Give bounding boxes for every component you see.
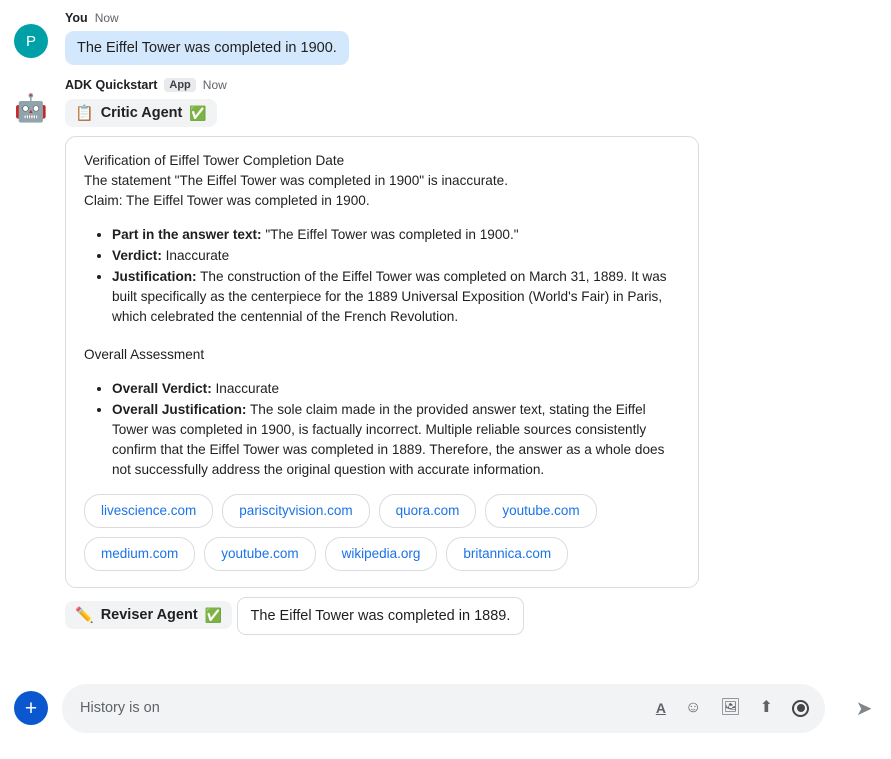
source-chip[interactable]: pariscityvision.com [222, 494, 369, 528]
bullet-label: Justification: [112, 269, 197, 284]
robot-icon [14, 91, 48, 125]
bullet-text: The sole claim made in the provided answer text, stating the Eiffel Tower was completed in 1900, is factually incorrect. Multiple reliable sources consistently confirm that the Eiffel Tower was completed in 1889. Therefore, the answer as a whole does not successfully address the original question with accurate information. [112, 402, 665, 477]
bullet-text: The construction of the Eiffel Tower was completed on March 31, 1889. It was built specifically as the centerpiece for the 1889 Universal Exposition (World's Fair) in Paris, which celebrated the centennial of the French Revolution. [112, 269, 667, 324]
agent-message [0, 65, 891, 635]
emoji-icon[interactable]: ☺ [684, 699, 702, 716]
source-chip[interactable]: medium.com [84, 537, 195, 571]
agent-message-meta [65, 77, 705, 93]
source-chip[interactable]: quora.com [379, 494, 477, 528]
user-name: You [65, 11, 88, 25]
robot-glyph: 🤖 [14, 93, 48, 123]
list-item [112, 267, 680, 327]
bullet-label: Overall Verdict: [112, 381, 212, 396]
source-chip[interactable]: britannica.com [446, 537, 568, 571]
bullet-label: Part in the answer text: [112, 227, 262, 242]
source-chip[interactable]: youtube.com [485, 494, 596, 528]
user-message-body [65, 10, 349, 65]
upload-icon[interactable]: ⬆ [759, 699, 773, 716]
bullet-text: Inaccurate [165, 248, 230, 263]
critic-card [65, 136, 699, 588]
add-attachment-button[interactable]: + [14, 691, 48, 725]
avatar: P [14, 24, 48, 58]
user-message-bubble[interactable]: The Eiffel Tower was completed in 1900. [65, 31, 349, 65]
agent-timestamp: Now [202, 78, 227, 92]
list-item [112, 225, 680, 245]
bullet-text: Inaccurate [215, 381, 280, 396]
user-message [0, 6, 891, 65]
composer-tools [656, 700, 809, 717]
overall-bullet-list [84, 379, 680, 480]
claim-bullet-list [84, 225, 680, 327]
app-badge: App [164, 78, 195, 92]
user-message-meta [65, 10, 349, 26]
check-icon: ✅ [189, 104, 207, 121]
check-icon: ✅ [204, 606, 223, 623]
list-item [112, 400, 680, 480]
critic-agent-header[interactable] [65, 99, 217, 127]
sticker-icon[interactable]: 🖼 [720, 699, 741, 716]
pencil-icon: ✏️ [75, 607, 94, 624]
source-chip[interactable]: wikipedia.org [325, 537, 438, 571]
bullet-label: Overall Justification: [112, 402, 247, 417]
reviser-answer-bubble[interactable]: The Eiffel Tower was completed in 1889. [237, 597, 525, 635]
card-heading: Verification of Eiffel Tower Completion Date [84, 153, 345, 168]
card-line-2: Claim: The Eiffel Tower was completed in 1900. [84, 193, 370, 208]
bullet-text: "The Eiffel Tower was completed in 1900." [265, 227, 519, 242]
source-chip[interactable]: livescience.com [84, 494, 213, 528]
agent-message-body [65, 77, 705, 635]
agent-name: ADK Quickstart [65, 78, 158, 92]
card-line-1: The statement "The Eiffel Tower was completed in 1900" is inaccurate. [84, 173, 508, 188]
send-icon[interactable]: ➤ [855, 697, 873, 720]
clipboard-icon: 📋 [75, 105, 94, 122]
bullet-label: Verdict: [112, 248, 162, 263]
reviser-agent-label: Reviser Agent [100, 607, 198, 623]
message-composer [0, 675, 891, 759]
user-timestamp: Now [94, 11, 119, 25]
reviser-agent-header[interactable] [65, 601, 232, 629]
format-text-icon[interactable]: A [655, 700, 666, 716]
source-chip-list [84, 494, 684, 571]
overall-assessment-title: Overall Assessment [84, 347, 205, 362]
message-input-container[interactable] [62, 684, 825, 733]
source-chip[interactable]: youtube.com [204, 537, 315, 571]
record-icon[interactable] [792, 700, 809, 717]
critic-agent-label: Critic Agent [100, 105, 183, 121]
message-input[interactable]: History is on [80, 700, 160, 716]
list-item [112, 246, 680, 266]
list-item [112, 379, 680, 399]
